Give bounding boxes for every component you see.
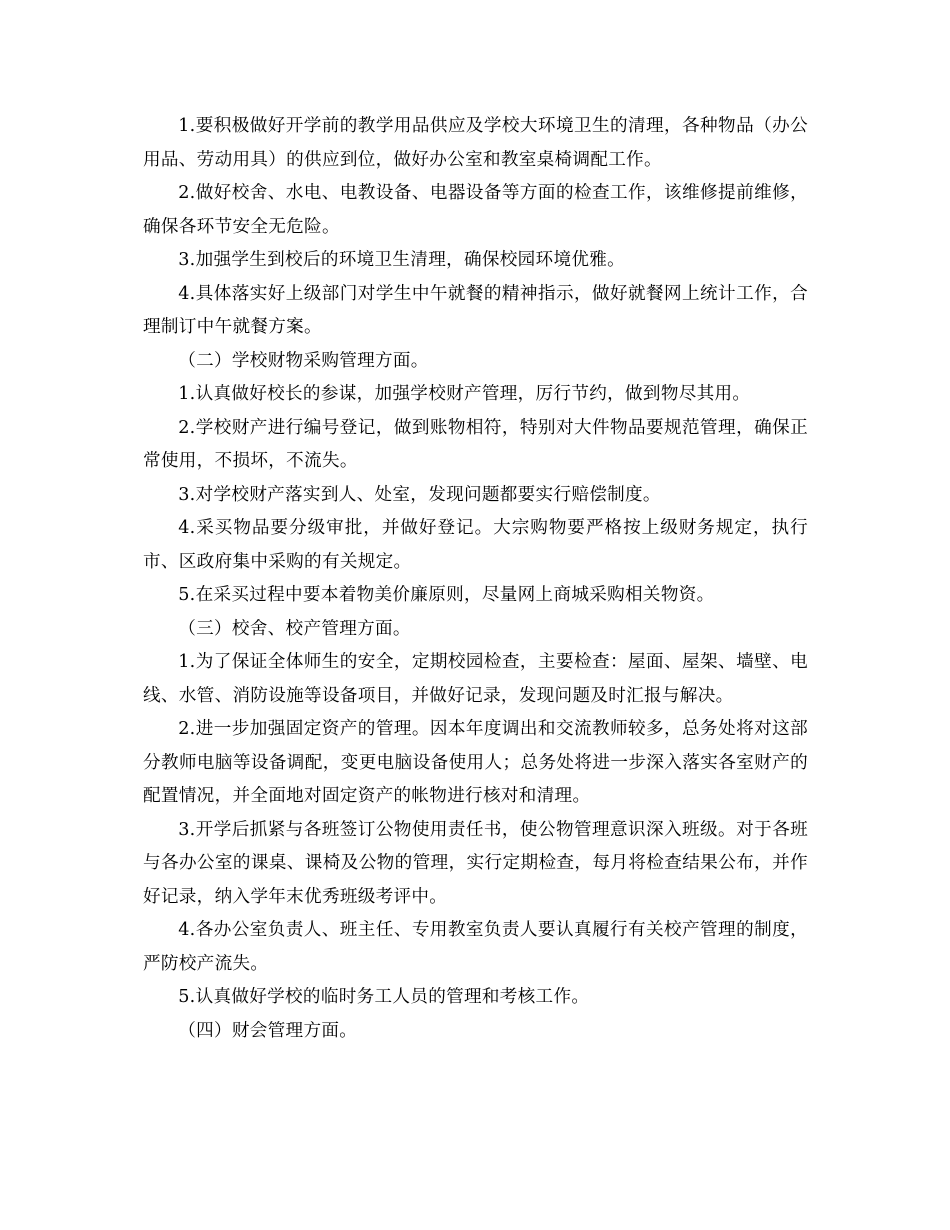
paragraph-12: 3.开学后抓紧与各班签订公物使用责任书，使公物管理意识深入班级。对于各班与各办公室的课桌、课椅及公物的管理，实行定期检查，每月将检查结果公布，并作好记录，纳入学年末优秀班级考评中。 bbox=[143, 819, 808, 907]
paragraph-8: 4.采买物品要分级审批，并做好登记。大宗购物要严格按上级财务规定，执行市、区政府集中采购的有关规定。 bbox=[143, 518, 808, 572]
paragraph-7: 3.对学校财产落实到人、处室，发现问题都要实行赔偿制度。 bbox=[178, 484, 661, 505]
section-heading-3: （三）校舍、校产管理方面。 bbox=[178, 618, 411, 639]
section-heading-4: （四）财会管理方面。 bbox=[178, 1020, 358, 1041]
paragraph-14: 5.认真做好学校的临时务工人员的管理和考核工作。 bbox=[178, 987, 590, 1007]
paragraph-3: 3.加强学生到校后的环境卫生清理，确保校园环境优雅。 bbox=[178, 250, 626, 270]
document-body bbox=[143, 110, 808, 1048]
paragraph-1: 1.要积极做好开学前的教学用品供应及学校大环境卫生的清理，各种物品（办公用品、劳动用具）的供应到位，做好办公室和教室桌椅调配工作。 bbox=[143, 116, 808, 170]
paragraph-10: 1.为了保证全体师生的安全，定期校园检查，主要检查：屋面、屋架、墙壁、电线、水管、消防设施等设备项目，并做好记录，发现问题及时汇报与解决。 bbox=[143, 652, 808, 706]
paragraph-11: 2.进一步加强固定资产的管理。因本年度调出和交流教师较多，总务处将对这部分教师电脑等设备调配，变更电脑设备使用人；总务处将进一步深入落实各室财产的配置情况，并全面地对固定资产的帐物进行核对和清理。 bbox=[143, 719, 808, 806]
paragraph-2: 2.做好校舍、水电、电教设备、电器设备等方面的检查工作，该维修提前维修，确保各环节安全无危险。 bbox=[143, 183, 808, 237]
paragraph-6: 2.学校财产进行编号登记，做到账物相符，特别对大件物品要规范管理，确保正常使用，不损坏，不流失。 bbox=[143, 417, 808, 471]
section-heading-2: （二）学校财物采购管理方面。 bbox=[178, 350, 429, 371]
paragraph-13: 4.各办公室负责人、班主任、专用教室负责人要认真履行有关校产管理的制度，严防校产流失。 bbox=[143, 920, 808, 974]
paragraph-4: 4.具体落实好上级部门对学生中午就餐的精神指示，做好就餐网上统计工作，合理制订中午就餐方案。 bbox=[143, 283, 808, 337]
paragraph-9: 5.在采买过程中要本着物美价廉原则，尽量网上商城采购相关物资。 bbox=[178, 585, 715, 605]
paragraph-5: 1.认真做好校长的参谋，加强学校财产管理，厉行节约，做到物尽其用。 bbox=[178, 384, 751, 404]
